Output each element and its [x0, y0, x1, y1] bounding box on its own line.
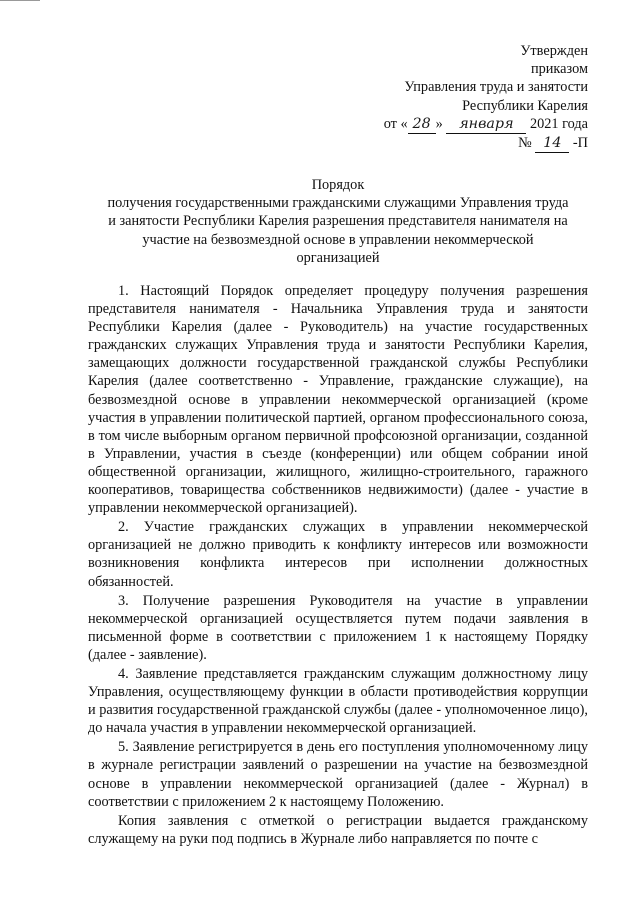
paragraph-1: 1. Настоящий Порядок определяет процедуру получения разрешения представителя нанимателя - Начальника Управления труда и занятости Республики Карелия (далее - Руководитель) на участие государственных гражданских служащих Управления труда и занятости Республики Карелия, замещающих должности государственной гражданской службы Республики Карелия (далее соответственно - Управление, гражданские служащие), на безвозмездной основе в управлении некоммерческой организацией (кроме участия в управлении политической партией, органом профессионального союза, в том числе выборным органом первичной профсоюзной организации, созданной в Управлении, участия в съезде (конференции) или общем собрании иной общественной организации, жилищного, жилищно-строительного, гаражного кооперативов, товарищества собственников недвижимости) (далее - участие в управлении некоммерческой организацией).: [88, 283, 588, 517]
paragraph-4: 4. Заявление представляется гражданским служащим должностному лицу Управления, осуществляющему функции в области противодействия коррупции и развития государственной гражданской службы (далее - уполномоченное лицо), до начала участия в управлении некоммерческой организацией.: [88, 665, 588, 737]
handwritten-day: 28: [408, 115, 436, 134]
approval-line-2: приказом: [530, 61, 588, 78]
date-mid: »: [435, 115, 447, 132]
title-line-2: получения государственными гражданскими служащими Управления труда: [107, 195, 569, 212]
paragraph-3: 3. Получение разрешения Руководителя на участие в управлении некоммерческой организацией осуществляется путем подачи заявления в письменной форме в соответствии с приложением 1 к настоящему Порядку (далее - заявление).: [88, 592, 588, 663]
approval-block: [288, 42, 588, 153]
number-prefix: №: [518, 135, 536, 152]
number-suffix: -П: [569, 135, 588, 152]
scan-edge-mark: [0, 0, 40, 4]
date-year: 2021 года: [526, 115, 588, 132]
approval-date-line: [288, 115, 588, 134]
paragraph-6: Копия заявления с отметкой о регистрации выдается гражданскому служащему на руки под подпись в Журнале либо направляется по почте с: [88, 812, 588, 847]
document-title: [88, 176, 588, 267]
document-body: [88, 282, 588, 849]
handwritten-number: 14: [535, 134, 569, 153]
date-prefix: от «: [383, 115, 408, 132]
approval-number-line: [288, 134, 588, 153]
title-line-5: организацией: [296, 249, 380, 266]
paragraph-2: 2. Участие гражданских служащих в управлении некоммерческой организацией не должно приводить к конфликту интересов или возможности возникновения конфликта интересов при исполнении должностных обязанностей.: [88, 519, 588, 590]
approval-line-1: Утвержден: [520, 43, 588, 59]
approval-line-4: Республики Карелия: [462, 97, 588, 114]
approval-line-3: Управления труда и занятости: [404, 79, 588, 96]
handwritten-month: января: [446, 115, 526, 134]
title-line-3: и занятости Республики Карелия разрешения представителя нанимателя на: [108, 213, 568, 230]
paragraph-5: 5. Заявление регистрируется в день его поступления уполномоченному лицу в журнале регистрации заявлений о разрешении на участие на безвозмездной основе в управлении некоммерческой организацией (далее - Журнал) в соответствии с приложением 2 к настоящему Положению.: [88, 739, 588, 810]
title-line-4: участие на безвозмездной основе в управлении некоммерческой: [142, 231, 534, 248]
title-line-1: Порядок: [311, 177, 365, 193]
